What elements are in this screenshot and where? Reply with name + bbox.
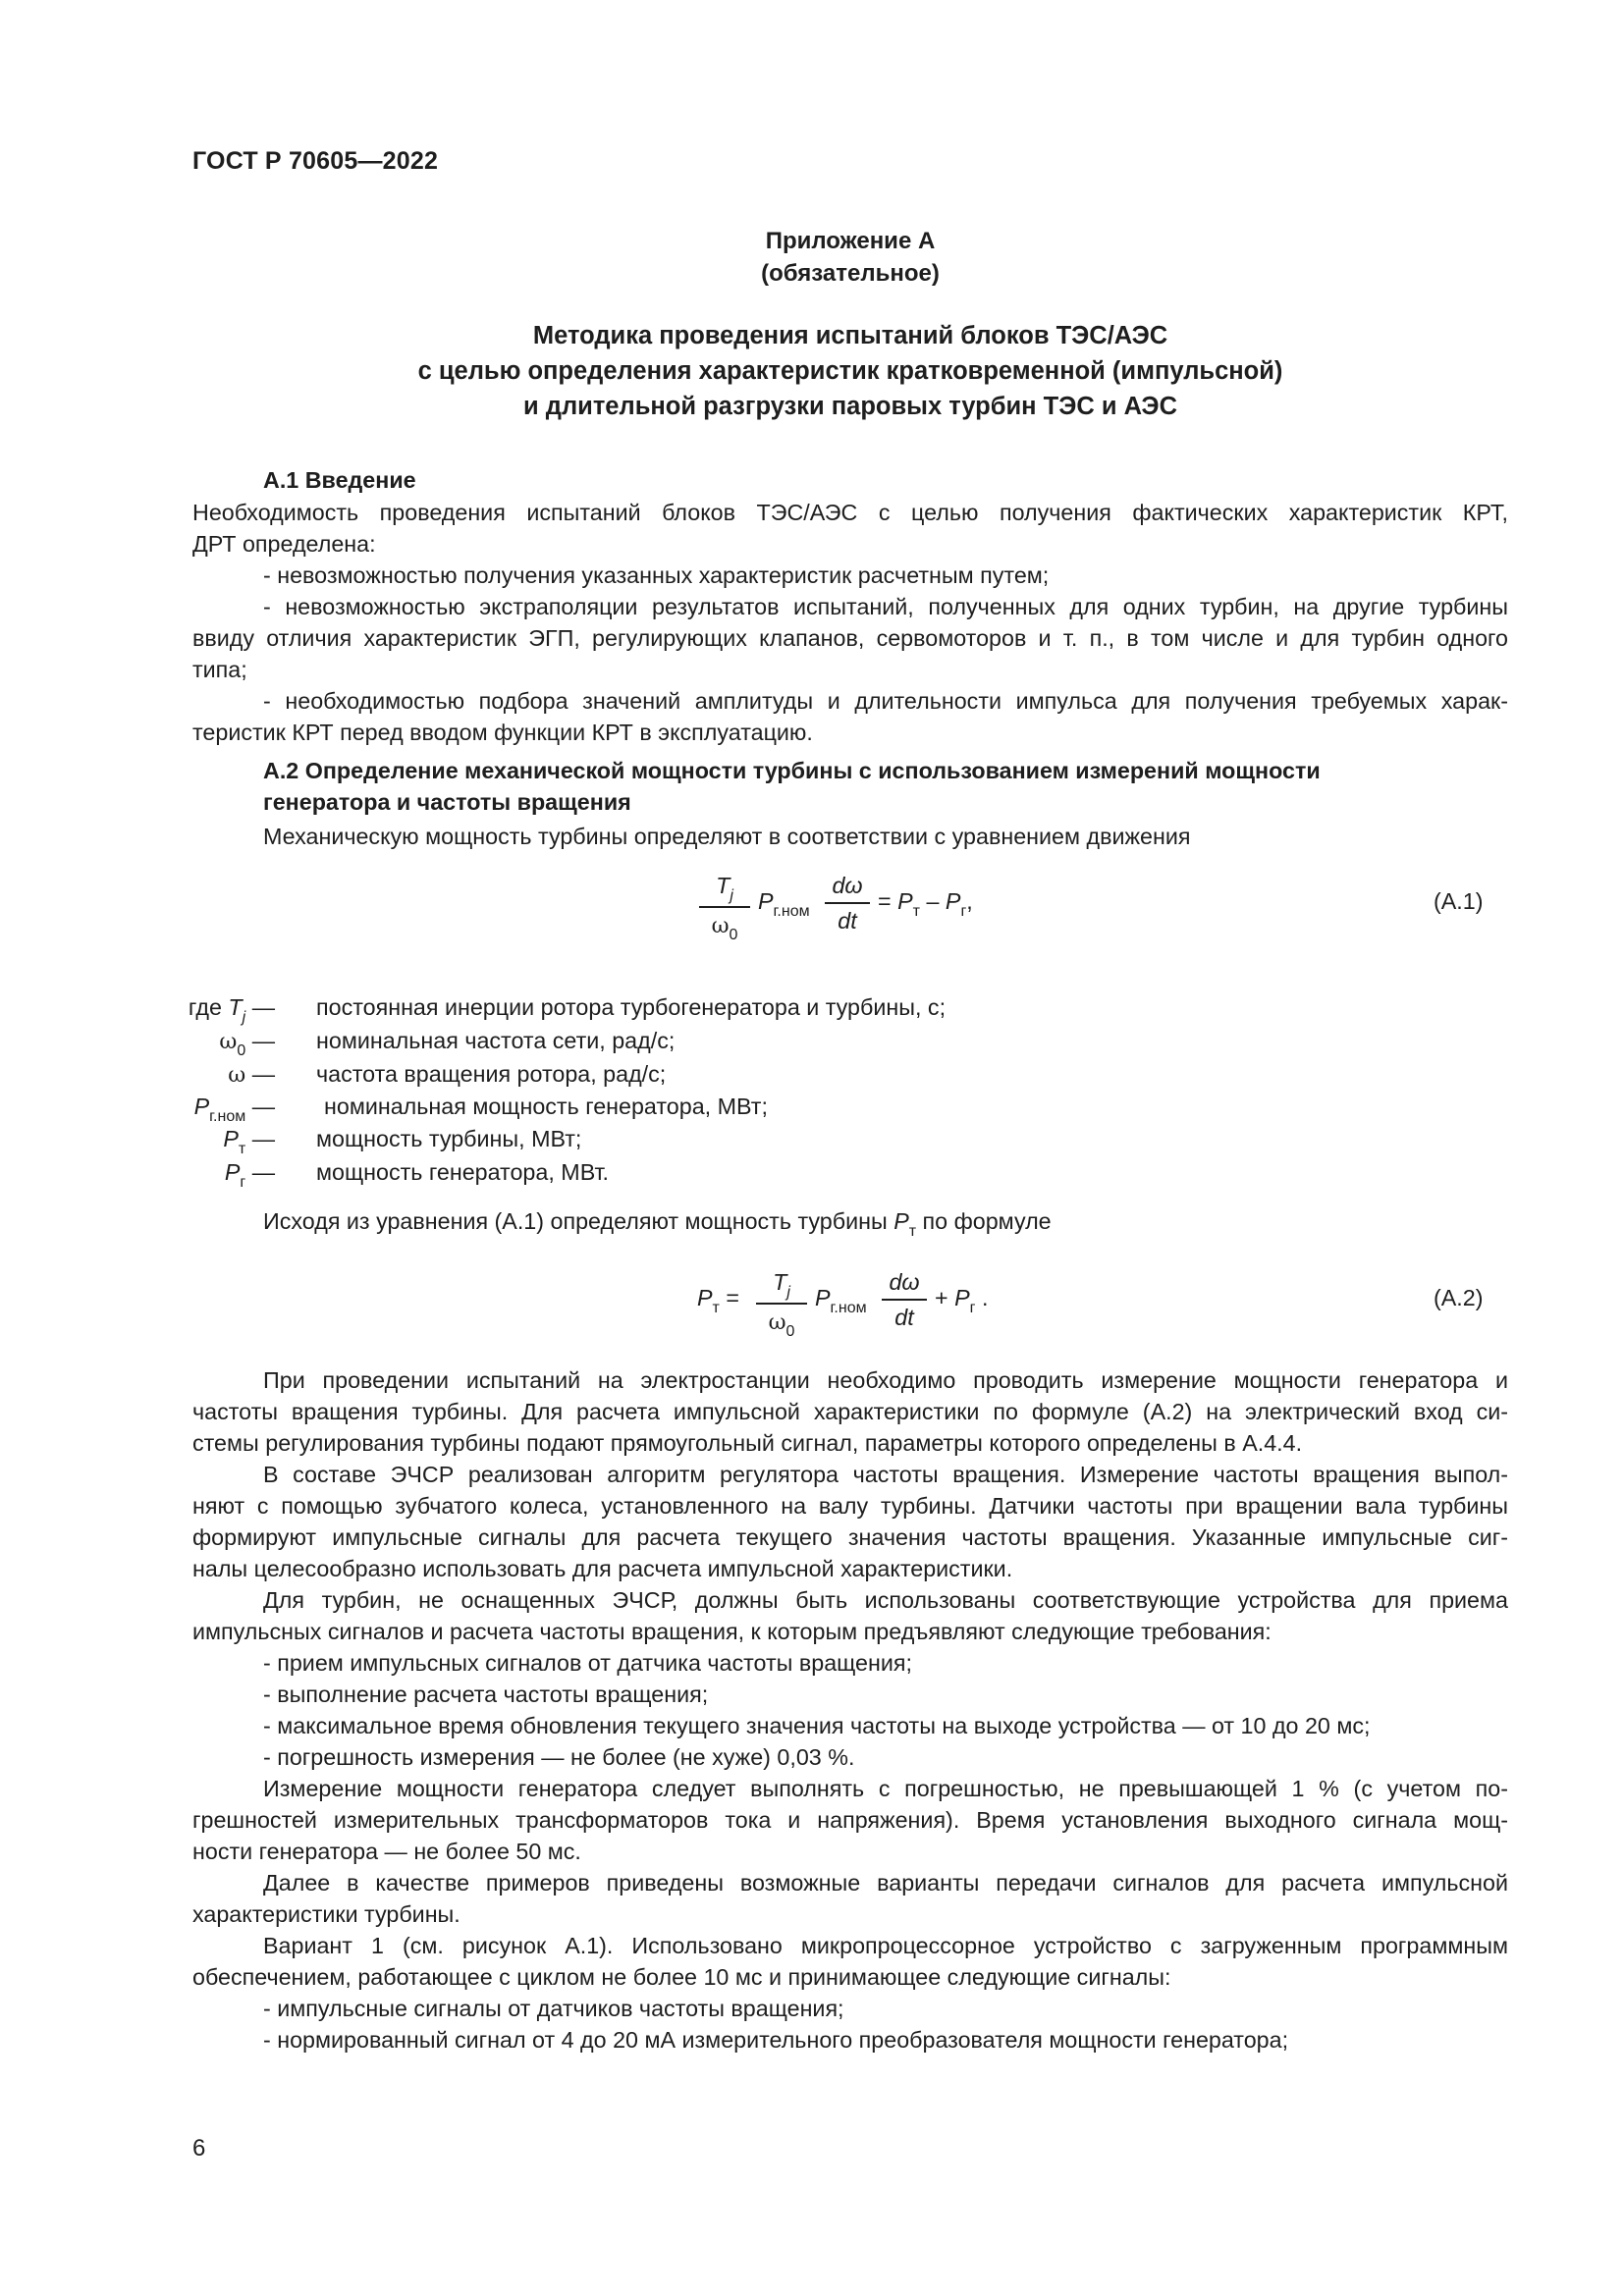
standard-code: ГОСТ Р 70605—2022 <box>192 147 439 175</box>
paragraph-line: Вариант 1 (см. рисунок А.1). Использовано микропроцессорное устройство с загруженным программным <box>263 1933 1508 1958</box>
list-item: - невозможностью получения указанных характеристик расчетным путем; <box>263 562 1050 588</box>
paragraph-line: Механическую мощность турбины определяют в соответствии с уравнением движения <box>263 824 1191 849</box>
fraction-tj-omega0: $T_j$ $\omega_0$ <box>699 871 750 943</box>
appendix-title-line: и длительной разгрузки паровых турбин ТЭС и АЭС <box>523 393 1177 420</box>
definition-text: частота вращения ротора, рад/с; <box>316 1061 667 1087</box>
paragraph-line: ввиду отличия характеристик ЭГП, регулирующих клапанов, сервомоторов и т. п., в том числе и для турбин одного <box>192 625 1508 651</box>
formula-lhs: $P_т$ = <box>697 1285 739 1316</box>
fraction-tj-omega0: $T_j$ $\omega_0$ <box>756 1267 807 1340</box>
definition-symbol: где $T_j$ — <box>188 994 275 1026</box>
power-nominal-term: $P_{г.ном}$ <box>815 1285 867 1316</box>
list-item: - максимальное время обновления текущего значения частоты на выходе устройства — от 10 до 20 мс; <box>263 1713 1371 1738</box>
paragraph-line: ДРТ определена: <box>192 531 376 557</box>
paragraph-line: Измерение мощности генератора следует выполнять с погрешностью, не превышающей 1 % (с учетом по- <box>263 1776 1508 1801</box>
paragraph-line: типа; <box>192 657 247 682</box>
section-a2-heading: А.2 Определение механической мощности турбины с использованием измерений мощности <box>263 758 1321 783</box>
list-item: - необходимостью подбора значений амплитуды и длительности импульса для получения требуемых харак- <box>263 688 1508 714</box>
definition-text: номинальная частота сети, рад/с; <box>316 1028 676 1053</box>
list-item: - выполнение расчета частоты вращения; <box>263 1682 709 1707</box>
paragraph-line: теристик КРТ перед вводом функции КРТ в эксплуатацию. <box>192 720 813 745</box>
formula-number: (А.1) <box>1434 888 1484 914</box>
appendix-title-line: Методика проведения испытаний блоков ТЭС/АЭС <box>532 322 1168 349</box>
appendix-title-line: с целью определения характеристик кратковременной (импульсной) <box>417 357 1283 385</box>
definition-text: постоянная инерции ротора турбогенератора и турбины, с; <box>316 994 947 1020</box>
formula-rhs: + $P_г$ . <box>935 1285 989 1316</box>
paragraph-line: ности генератора — не более 50 мс. <box>192 1839 581 1864</box>
paragraph-line: стемы регулирования турбины подают прямоугольный сигнал, параметры которого определены в А.4.4. <box>192 1430 1303 1456</box>
paragraph-line: Для турбин, не оснащенных ЭЧСР, должны быть использованы соответствующие устройства для приема <box>263 1587 1508 1613</box>
section-a2-heading: генератора и частоты вращения <box>263 789 631 815</box>
section-a1-heading: А.1 Введение <box>263 467 416 493</box>
definition-text: мощность турбины, МВт; <box>316 1126 582 1151</box>
paragraph-line: В составе ЭЧСР реализован алгоритм регулятора частоты вращения. Измерение частоты вращения выпол- <box>263 1462 1508 1487</box>
definition-symbol: $\omega_0$ — <box>219 1028 275 1059</box>
fraction-domega-dt: dω dt <box>825 871 870 935</box>
paragraph-line: грешностей измерительных трансформаторов тока и напряжения). Время установления выходного сигнала мощ- <box>192 1807 1508 1833</box>
list-item: - погрешность измерения — не более (не хуже) 0,03 %. <box>263 1744 855 1770</box>
paragraph-line: частоты вращения турбины. Для расчета импульсной характеристики по формуле (А.2) на электрический вход си- <box>192 1399 1508 1424</box>
appendix-label: Приложение А <box>765 228 936 254</box>
paragraph-line: Необходимость проведения испытаний блоков ТЭС/АЭС с целью получения фактических характеристик КРТ, <box>192 500 1508 525</box>
list-item: - прием импульсных сигналов от датчика частоты вращения; <box>263 1650 912 1676</box>
paragraph-line: обеспечением, работающее с циклом не более 10 мс и принимающее следующие сигналы: <box>192 1964 1171 1990</box>
paragraph-line: няют с помощью зубчатого колеса, установленного на валу турбины. Датчики частоты при вращении вала турбины <box>192 1493 1508 1519</box>
definition-symbol: ω — <box>228 1061 275 1088</box>
list-item: - нормированный сигнал от 4 до 20 мА измерительного преобразователя мощности генератора; <box>263 2027 1289 2053</box>
definition-symbol: $P_т$ — <box>223 1126 275 1157</box>
paragraph-line: При проведении испытаний на электростанции необходимо проводить измерение мощности генератора и <box>263 1367 1508 1393</box>
list-item: - невозможностью экстраполяции результатов испытаний, полученных для одних турбин, на другие турбины <box>263 594 1508 619</box>
definition-text: номинальная мощность генератора, МВт; <box>324 1094 768 1119</box>
paragraph-line: налы целесообразно использовать для расчета импульсной характеристики. <box>192 1556 1013 1581</box>
paragraph-line: характеристики турбины. <box>192 1901 460 1927</box>
paragraph-line: Исходя из уравнения (А.1) определяют мощность турбины $P_т$ по формуле <box>263 1208 1052 1240</box>
formula-rhs: = $P_т - P_г$, <box>878 888 973 920</box>
list-item: - импульсные сигналы от датчиков частоты вращения; <box>263 1996 844 2021</box>
appendix-status: (обязательное) <box>761 260 940 287</box>
fraction-domega-dt: dω dt <box>882 1267 927 1332</box>
paragraph-line: формируют импульсные сигналы для расчета текущего значения частоты вращения. Указанные импульсные сиг- <box>192 1524 1508 1550</box>
definition-symbol: $P_{г.ном}$ — <box>193 1094 275 1125</box>
definition-symbol: $P_г$ — <box>224 1159 275 1191</box>
page-number: 6 <box>192 2135 206 2162</box>
formula-number: (А.2) <box>1434 1285 1484 1310</box>
paragraph-line: Далее в качестве примеров приведены возможные варианты передачи сигналов для расчета импульсной <box>263 1870 1508 1896</box>
definition-text: мощность генератора, МВт. <box>316 1159 610 1185</box>
power-nominal-term: $P_{г.ном}$ <box>758 888 810 920</box>
paragraph-line: импульсных сигналов и расчета частоты вращения, к которым предъявляют следующие требования: <box>192 1619 1272 1644</box>
